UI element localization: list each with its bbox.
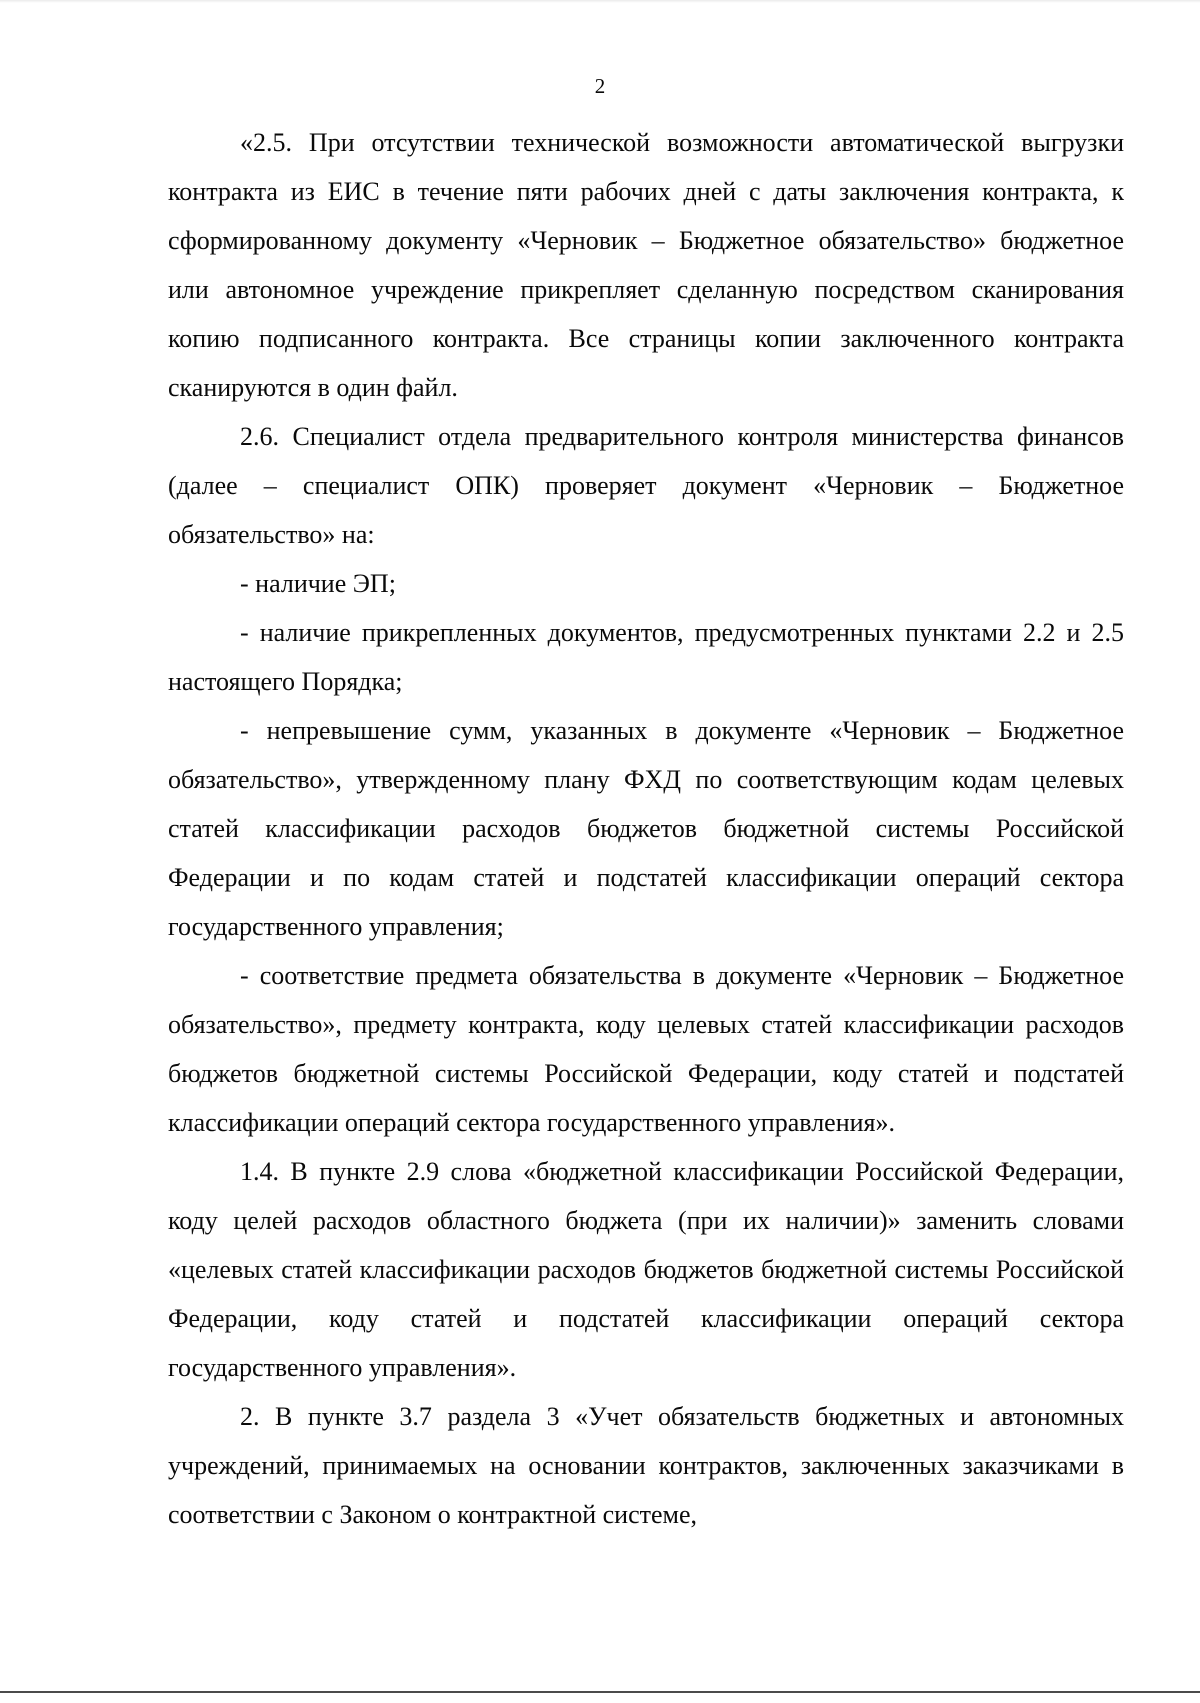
paragraph-2-5: «2.5. При отсутствии технической возможности автоматической выгрузки контракта из ЕИС в течение пяти рабочих дней с даты заключения контракта, к сформированному документу «Черновик – Бюджетное обязательство» бюджетное или автономное учреждение прикрепляет сделанную посредством сканирования копию подписанного контракта. Все страницы копии заключенного контракта сканируются в один файл. xyxy=(168,128,1124,402)
paragraph-2-6: 2.6. Специалист отдела предварительного контроля министерства финансов (далее – специалист ОПК) проверяет документ «Черновик – Бюджетное обязательство» на: xyxy=(168,422,1124,549)
paragraph-2: 2. В пункте 3.7 раздела 3 «Учет обязательств бюджетных и автономных учреждений, принимаемых на основании контрактов, заключенных заказчиками в соответствии с Законом о контрактной системе, xyxy=(168,1402,1124,1529)
list-item-subject-match: - соответствие предмета обязательства в документе «Черновик – Бюджетное обязательство», предмету контракта, коду целевых статей классификации расходов бюджетов бюджетной системы Российской Федерации, коду статей и подстатей классификации операций сектора государственного управления». xyxy=(168,961,1124,1137)
scan-edge-top xyxy=(0,0,1200,3)
scan-edge-bottom xyxy=(0,1691,1200,1693)
paragraph-1-4: 1.4. В пункте 2.9 слова «бюджетной классификации Российской Федерации, коду целей расходов областного бюджета (при их наличии)» заменить словами «целевых статей классификации расходов бюджетов бюджетной системы Российской Федерации, коду статей и подстатей классификации операций сектора государственного управления». xyxy=(168,1157,1124,1382)
page-number: 2 xyxy=(594,74,606,98)
list-item-attached-documents: - наличие прикрепленных документов, предусмотренных пунктами 2.2 и 2.5 настоящего Порядка; xyxy=(168,618,1124,696)
list-item-ep: - наличие ЭП; xyxy=(240,569,396,598)
list-item-sum-limit: - непревышение сумм, указанных в документе «Черновик – Бюджетное обязательство», утвержденному плану ФХД по соответствующим кодам целевых статей классификации расходов бюджетов бюджетной системы Российской Федерации и по кодам статей и подстатей классификации операций сектора государственного управления; xyxy=(168,716,1124,941)
document-body xyxy=(168,118,1124,1539)
